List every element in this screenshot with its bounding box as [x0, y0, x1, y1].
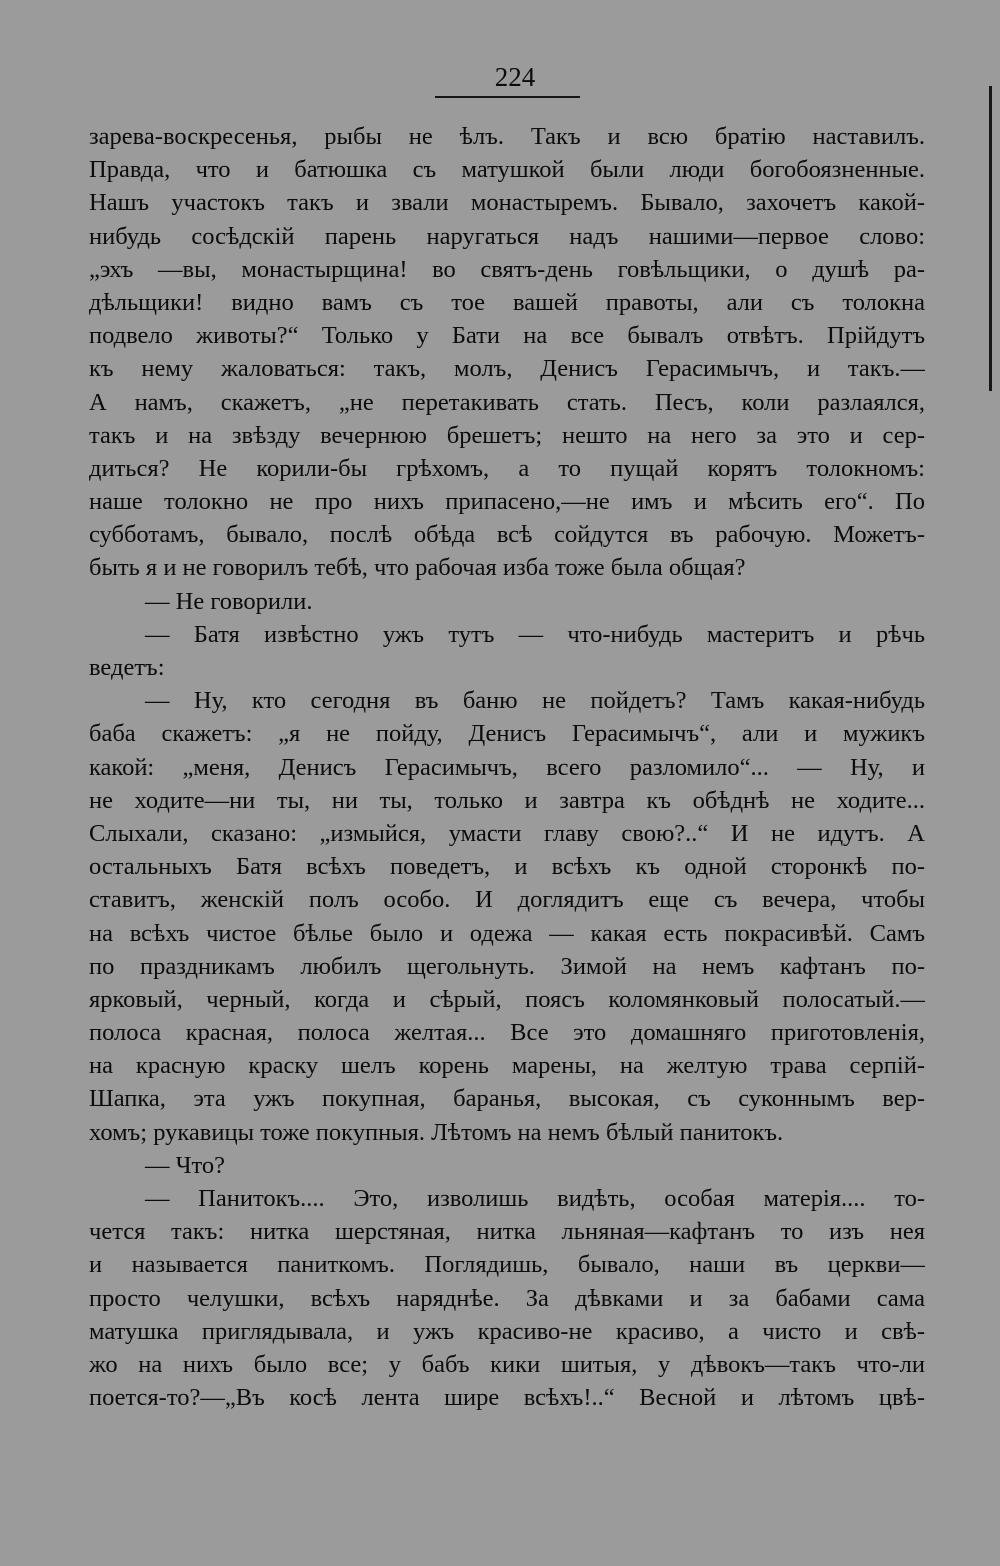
- margin-line: [989, 86, 992, 391]
- text-line: такъ и на звѣзду вечернюю брешетъ; нешто на него за это и сер-: [89, 421, 925, 449]
- text-line: Нашъ участокъ такъ и звали монастыремъ. Бывало, захочетъ какой-: [89, 189, 925, 217]
- text-line: какой: „меня, Денисъ Герасимычъ, всего разломило“... — Ну, и: [89, 753, 925, 781]
- page-number: 224: [494, 62, 536, 92]
- text-line: — Ну, кто сегодня въ баню не пойдетъ? Тамъ какая-нибудь: [145, 687, 925, 715]
- text-line: баба скажетъ: „я не пойду, Денисъ Герасимычъ“, али и мужикъ: [89, 720, 925, 748]
- text-line: — Панитокъ.... Это, изволишь видѣть, особая матерія.... то-: [145, 1185, 925, 1212]
- text-line: просто челушки, всѣхъ наряднѣе. За дѣвками и за бабами сама: [89, 1284, 925, 1312]
- text-line: „эхъ —вы, монастырщина! во святъ-день говѣльщики, о душѣ ра-: [89, 255, 925, 283]
- text-line: чется такъ: нитка шерстяная, нитка льняная—кафтанъ то изъ нея: [89, 1218, 925, 1246]
- text-line: и называется паниткомъ. Поглядишь, бывало, наши въ церкви—: [89, 1251, 925, 1279]
- text-line: къ нему жаловаться: такъ, молъ, Денисъ Герасимычъ, и такъ.—: [89, 355, 925, 383]
- text-line: полоса красная, полоса желтая... Все это домашняго приготовленія,: [89, 1019, 925, 1047]
- text-line: подвело животы?“ Только у Бати на все бывалъ отвѣтъ. Прійдутъ: [89, 322, 925, 350]
- text-line: субботамъ, бывало, послѣ обѣда всѣ сойдутся въ рабочую. Можетъ-: [89, 521, 925, 549]
- text-line: диться? Не корили-бы грѣхомъ, а то пущай корятъ толокномъ:: [89, 454, 925, 482]
- text-line: быть я и не говорилъ тебѣ, что рабочая изба тоже была общая?: [89, 554, 746, 582]
- text-line: ведетъ:: [89, 654, 165, 681]
- text-line: Правда, что и батюшка съ матушкой были люди богобоязненные.: [89, 156, 925, 184]
- text-line: по праздникамъ любилъ щегольнуть. Зимой на немъ кафтанъ по-: [89, 952, 925, 980]
- text-line: матушка приглядывала, и ужъ красиво-не красиво, а чисто и свѣ-: [89, 1317, 925, 1345]
- page-number-rule: [435, 96, 580, 98]
- text-line: дѣльщики! видно вамъ съ тое вашей правоты, али съ толокна: [89, 288, 925, 316]
- body-text: [89, 120, 925, 1414]
- text-line: — Что?: [145, 1151, 226, 1179]
- text-line: — Батя извѣстно ужъ тутъ — что-нибудь мастеритъ и рѣчь: [145, 620, 925, 648]
- text-line: Шапка, эта ужъ покупная, баранья, высокая, съ суконнымъ вер-: [89, 1085, 925, 1113]
- text-line: ярковый, черный, когда и сѣрый, поясъ коломянковый полосатый.—: [89, 985, 925, 1013]
- text-line: не ходите—ни ты, ни ты, только и завтра къ обѣднѣ не ходите...: [89, 786, 925, 814]
- text-line: поется-то?—„Въ косѣ лента шире всѣхъ!..“ Весной и лѣтомъ цвѣ-: [89, 1384, 925, 1412]
- text-line: остальныхъ Батя всѣхъ поведетъ, и всѣхъ къ одной сторонкѣ по-: [89, 853, 925, 881]
- text-line: зарева-воскресенья, рыбы не ѣлъ. Такъ и всю братію наставилъ.: [89, 123, 925, 150]
- text-line: — Не говорили.: [145, 587, 313, 615]
- text-line: жо на нихъ было все; у бабъ кики шитыя, у дѣвокъ—такъ что-ли: [89, 1350, 925, 1378]
- text-line: хомъ; рукавицы тоже покупныя. Лѣтомъ на немъ бѣлый панитокъ.: [89, 1118, 784, 1146]
- text-line: на красную краску шелъ корень марены, на желтую трава серпій-: [89, 1052, 925, 1080]
- text-line: Слыхали, сказано: „измыйся, умасти главу свою?..“ И не идутъ. А: [89, 819, 925, 847]
- text-line: наше толокно не про нихъ припасено,—не имъ и мѣсить его“. По: [89, 488, 925, 516]
- text-line: нибудь сосѣдскій парень наругаться надъ нашими—первое слово:: [89, 222, 925, 250]
- text-line: ставитъ, женскій полъ особо. И доглядитъ еще съ вечера, чтобы: [89, 886, 925, 914]
- text-line: А намъ, скажетъ, „не перетакивать стать. Песъ, коли разлаялся,: [89, 388, 925, 416]
- text-line: на всѣхъ чистое бѣлье было и одежа — какая есть покрасивѣй. Самъ: [89, 919, 925, 947]
